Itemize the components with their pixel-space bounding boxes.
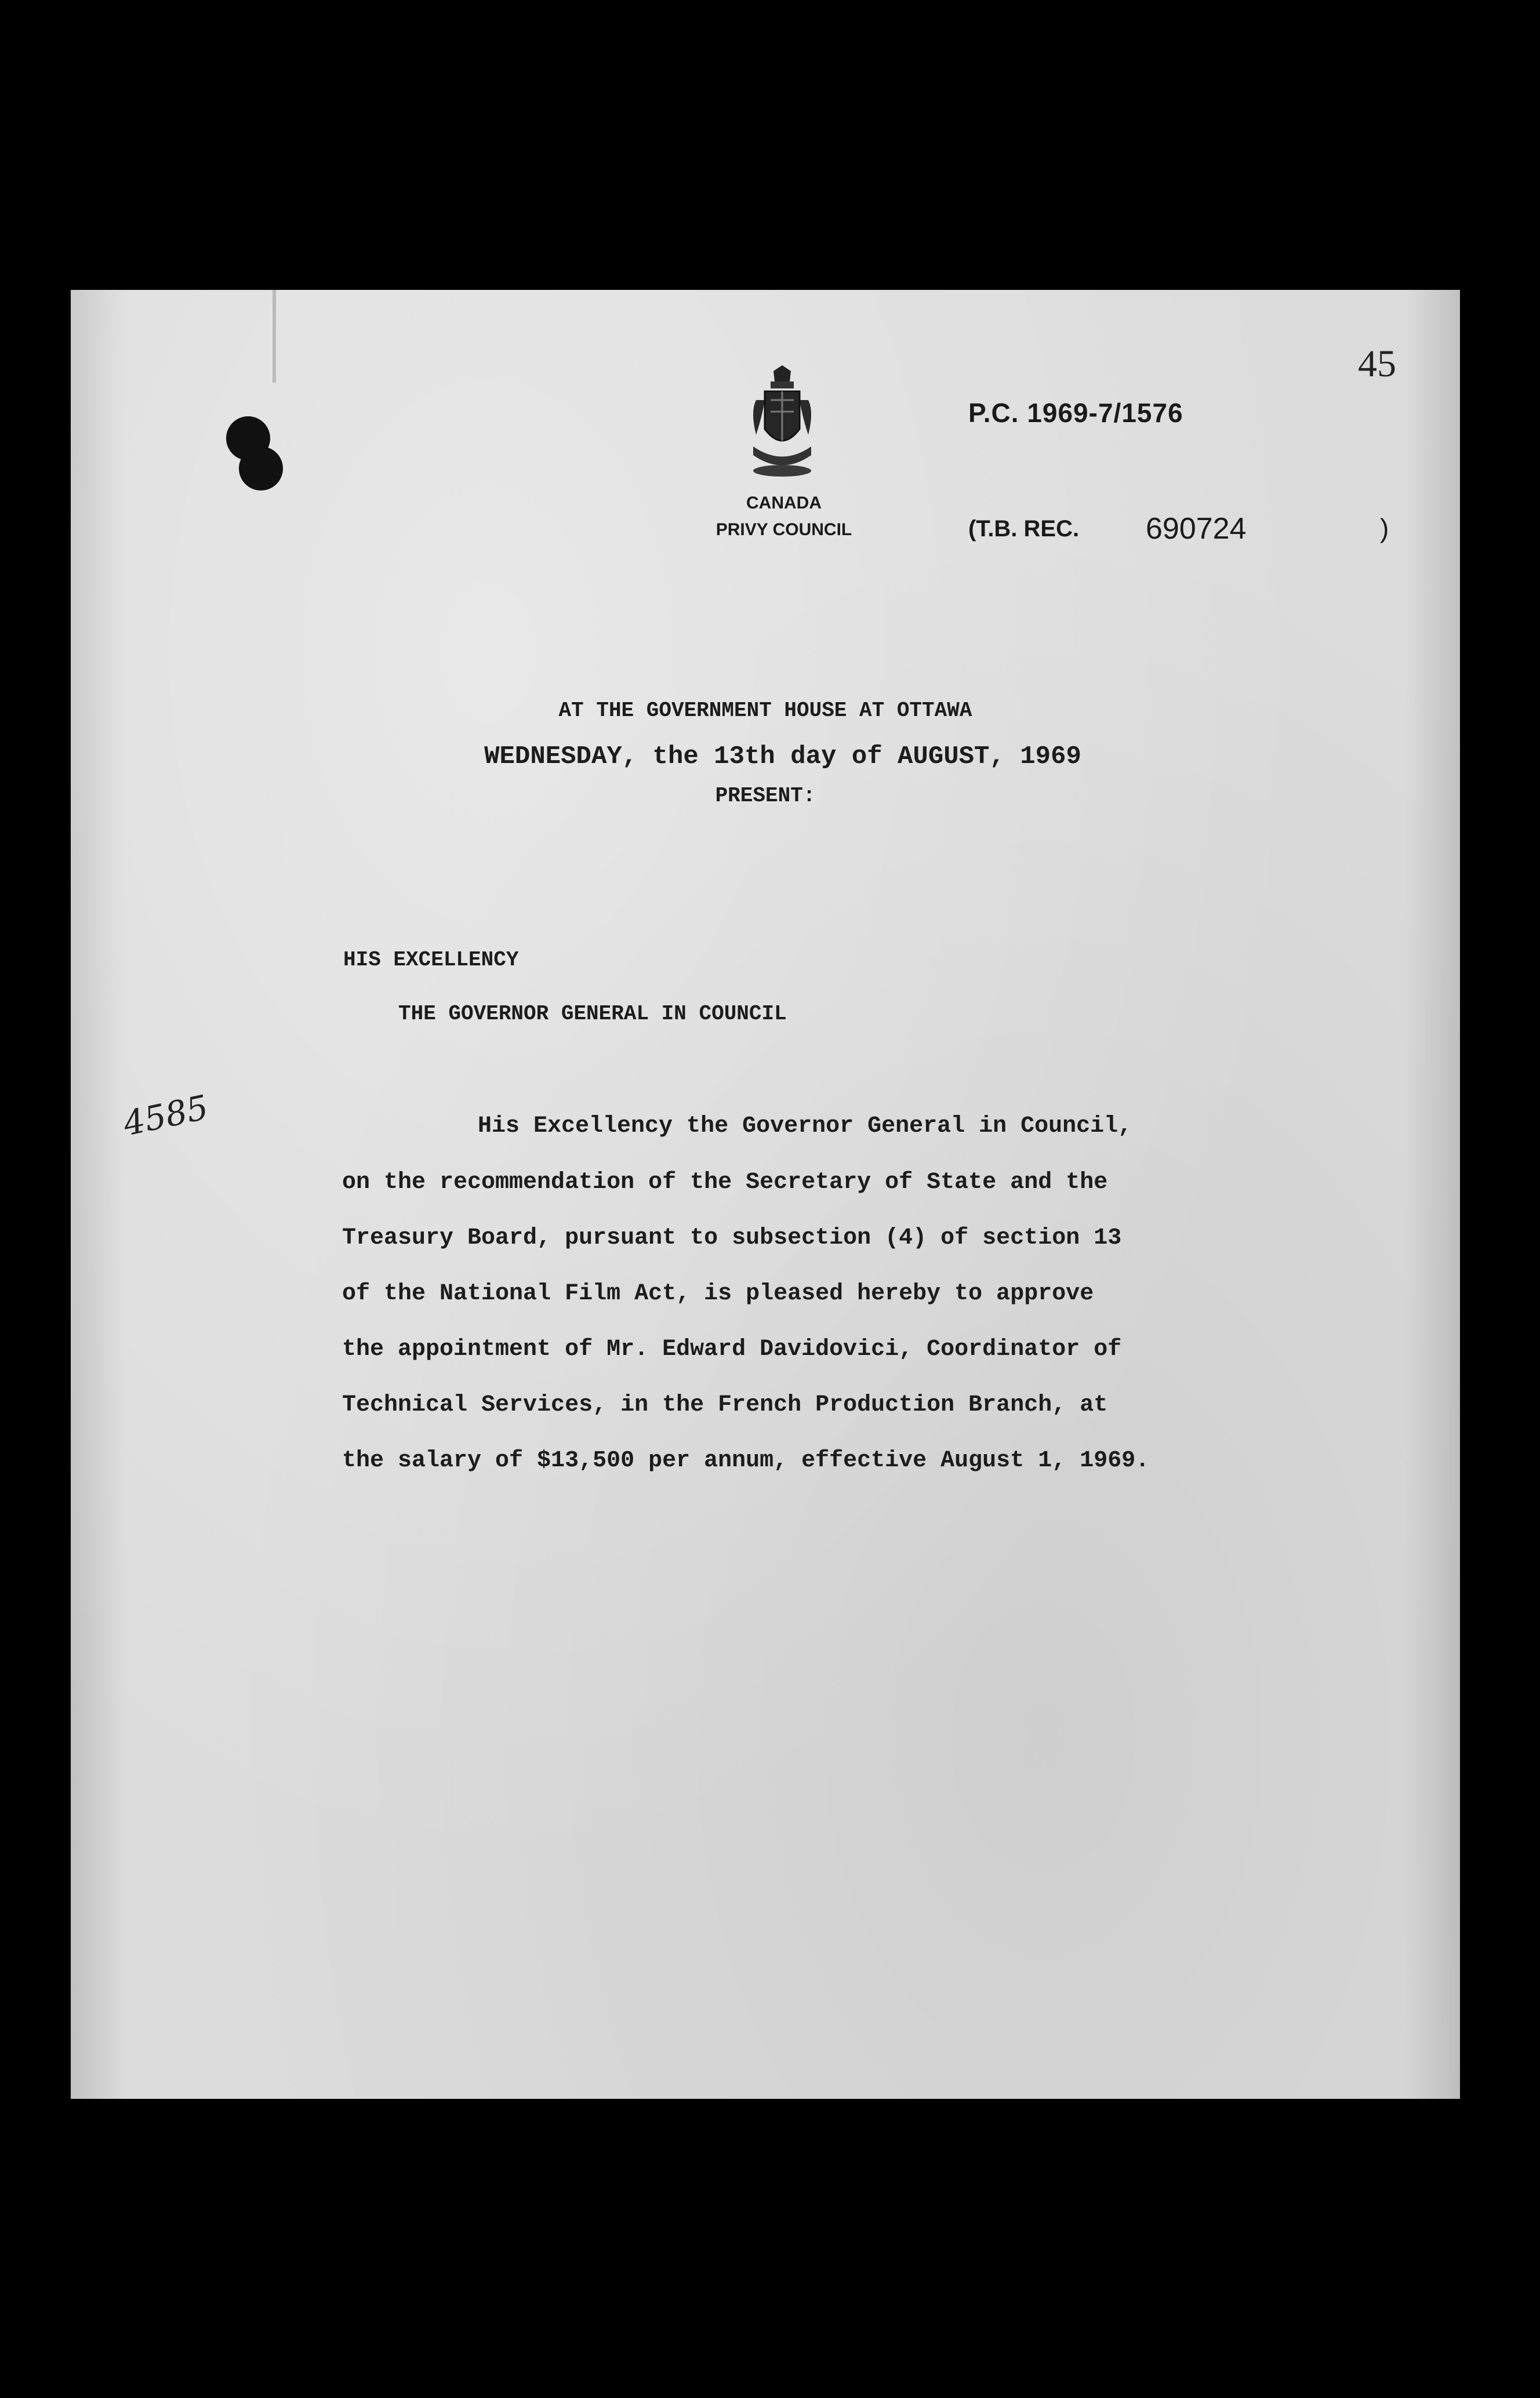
body-line: on the recommendation of the Secretary of State and the [342, 1169, 1108, 1196]
page-number: 45 [1358, 343, 1396, 385]
body-line: the salary of $13,500 per annum, effective August 1, 1969. [342, 1448, 1150, 1474]
punch-hole-bottom [239, 446, 283, 490]
salutation-line-1: HIS EXCELLENCY [343, 948, 519, 972]
salutation-line-2: THE GOVERNOR GENERAL IN COUNCIL [398, 1002, 787, 1026]
heading-location: AT THE GOVERNMENT HOUSE AT OTTAWA [558, 699, 972, 722]
document-page [71, 290, 1460, 2099]
heading-date: WEDNESDAY, the 13th day of AUGUST, 1969 [484, 742, 1081, 771]
pc-number: P.C. 1969-7/1576 [968, 398, 1183, 428]
body-line: of the National Film Act, is pleased hereby to approve [342, 1281, 1094, 1307]
page-crease [273, 290, 276, 383]
letterhead-body: PRIVY COUNCIL [715, 520, 852, 539]
body-line: the appointment of Mr. Edward Davidovici, Coordinator of [342, 1336, 1122, 1362]
tb-rec-label: (T.B. REC. [968, 516, 1080, 542]
heading-present: PRESENT: [715, 784, 816, 808]
body-line: Technical Services, in the French Production Branch, at [342, 1392, 1108, 1418]
letterhead-country: CANADA [746, 493, 822, 513]
canada-coat-of-arms-icon [739, 365, 826, 481]
tb-rec-value: 690724 [1146, 512, 1247, 546]
tb-rec-close: ) [1380, 513, 1389, 543]
body-line: Treasury Board, pursuant to subsection (4) of section 13 [342, 1225, 1122, 1251]
body-line: His Excellency the Governor General in Council, [478, 1113, 1132, 1139]
letterhead [697, 490, 871, 543]
handwritten-margin-note: 4585 [119, 1087, 212, 1144]
